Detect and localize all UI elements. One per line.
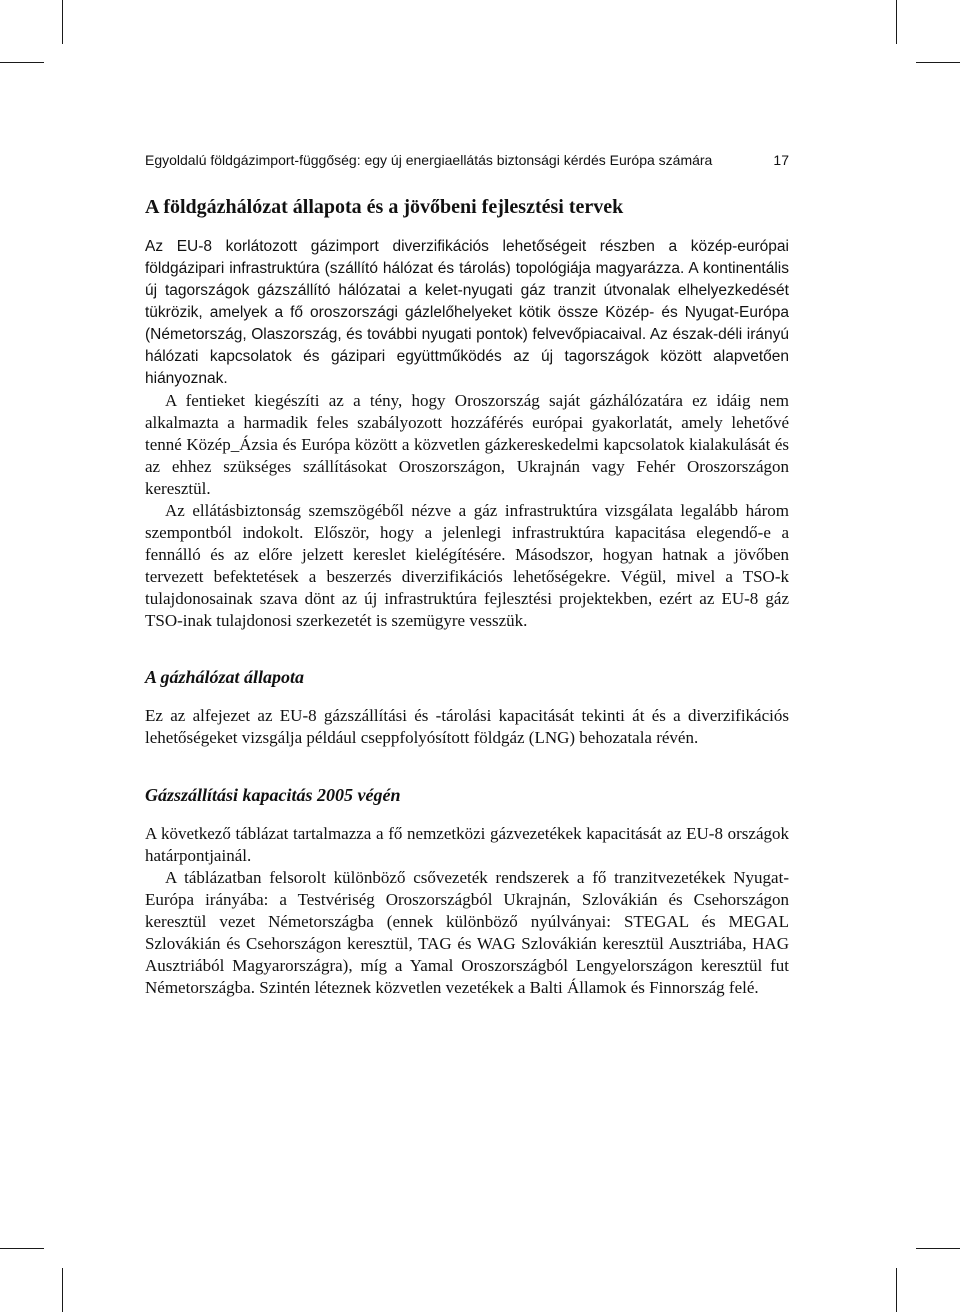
subsection-1-paragraph-1: Ez az alfejezet az EU-8 gázszállítási és -tárolási kapacitását tekinti át és a diverzifikációs lehetőségeket vizsgálja például cseppfolyósított földgáz (LNG) behozatala révén.	[145, 706, 789, 747]
page-number: 17	[773, 152, 789, 168]
running-header	[145, 152, 789, 172]
crop-mark-left-bottom	[0, 1248, 44, 1249]
crop-mark-right-top	[916, 62, 960, 63]
crop-mark-top-left	[62, 0, 63, 44]
page-content	[145, 194, 789, 999]
crop-mark-left-top	[0, 62, 44, 63]
subsection-2-paragraph-1: A következő táblázat tartalmazza a fő nemzetközi gázvezetékek kapacitását az EU-8 országok határpontjainál.	[145, 824, 789, 865]
section-paragraph-2: A fentieket kiegészíti az a tény, hogy Oroszország saját gázhálózatára ez idáig nem alkalmazta a harmadik feles szabályozott hozzáférés európai gyakorlatát, amely lehetővé tenné Közép_Ázsia és Európa között a közvetlen gázkereskedelmi kapcsolatok kialakulását és az ehhez szükséges szállításokat Oroszországon, Ukrajnán vagy Fehér Oroszországon keresztül.	[145, 391, 789, 498]
section-paragraph-1: Az EU-8 korlátozott gázimport diverzifikációs lehetőségeit részben a közép-európai földgázipari infrastruktúra (szállító hálózat és tárolás) topológiája magyarázza. A kontinentális új tagországok gázszállító hálózatai a kelet-nyugati gáz tranzit útvonalak elhelyezkedését tükrözik, amelyek a fő oroszországi gázlelőhelyeket kötik össze Közép- és Nyugat-Európa (Németország, Olaszország, és további nyugati pontok) felvevőpiacaival. Az észak-déli irányú hálózati kapcsolatok és gázipari együttműködés az új tagországok között alapvetően hiányoznak.	[145, 238, 789, 387]
crop-mark-bottom-left	[62, 1268, 63, 1312]
crop-mark-bottom-right	[896, 1268, 897, 1312]
subsection-title-transport-capacity: Gázszállítási kapacitás 2005 végén	[145, 785, 401, 805]
crop-mark-right-bottom	[916, 1248, 960, 1249]
section-paragraph-3: Az ellátásbiztonság szemszögéből nézve a gáz infrastruktúra vizsgálata legalább három szempontból indokolt. Először, hogy a jelenlegi infrastruktúra kapacitása elegendő-e a fennálló és az előre jelzett kereslet kielégítésére. Másodszor, hogyan hatnak a jövőben tervezett befektetések a beszerzés diverzifikációs lehetőségekre. Végül, mivel a TSO-k tulajdonosainak szava dönt az új infrastruktúra fejlesztési projektekben, ezért az EU-8 gáz TSO-inak tulajdonosi szerkezetét is szemügyre vesszük.	[145, 501, 789, 630]
subsection-2-paragraph-2: A táblázatban felsorolt különböző csővezeték rendszerek a fő tranzitvezetékek Nyugat-Európa irányába: a Testvériség Oroszországból Ukrajnán, Szlovákián és Csehországon keresztül vezet Németországba (ennek különböző nyúlványai: STEGAL és MEGAL Szlovákián és Csehországon keresztül, TAG és WAG Szlovákián keresztül Ausztriába, HAG Ausztriából Magyarországra), míg a Yamal Oroszországból Lengyelországon keresztül fut Németországba. Szintén léteznek közvetlen vezetékek a Balti Államok és Finnország felé.	[145, 868, 789, 997]
section-title: A földgázhálózat állapota és a jövőbeni fejlesztési tervek	[145, 196, 624, 218]
running-header-title: Egyoldalú földgázimport-függőség: egy új energiaellátás biztonsági kérdés Európa számára	[145, 152, 713, 168]
crop-mark-top-right	[896, 0, 897, 44]
subsection-title-gas-network: A gázhálózat állapota	[145, 667, 305, 687]
